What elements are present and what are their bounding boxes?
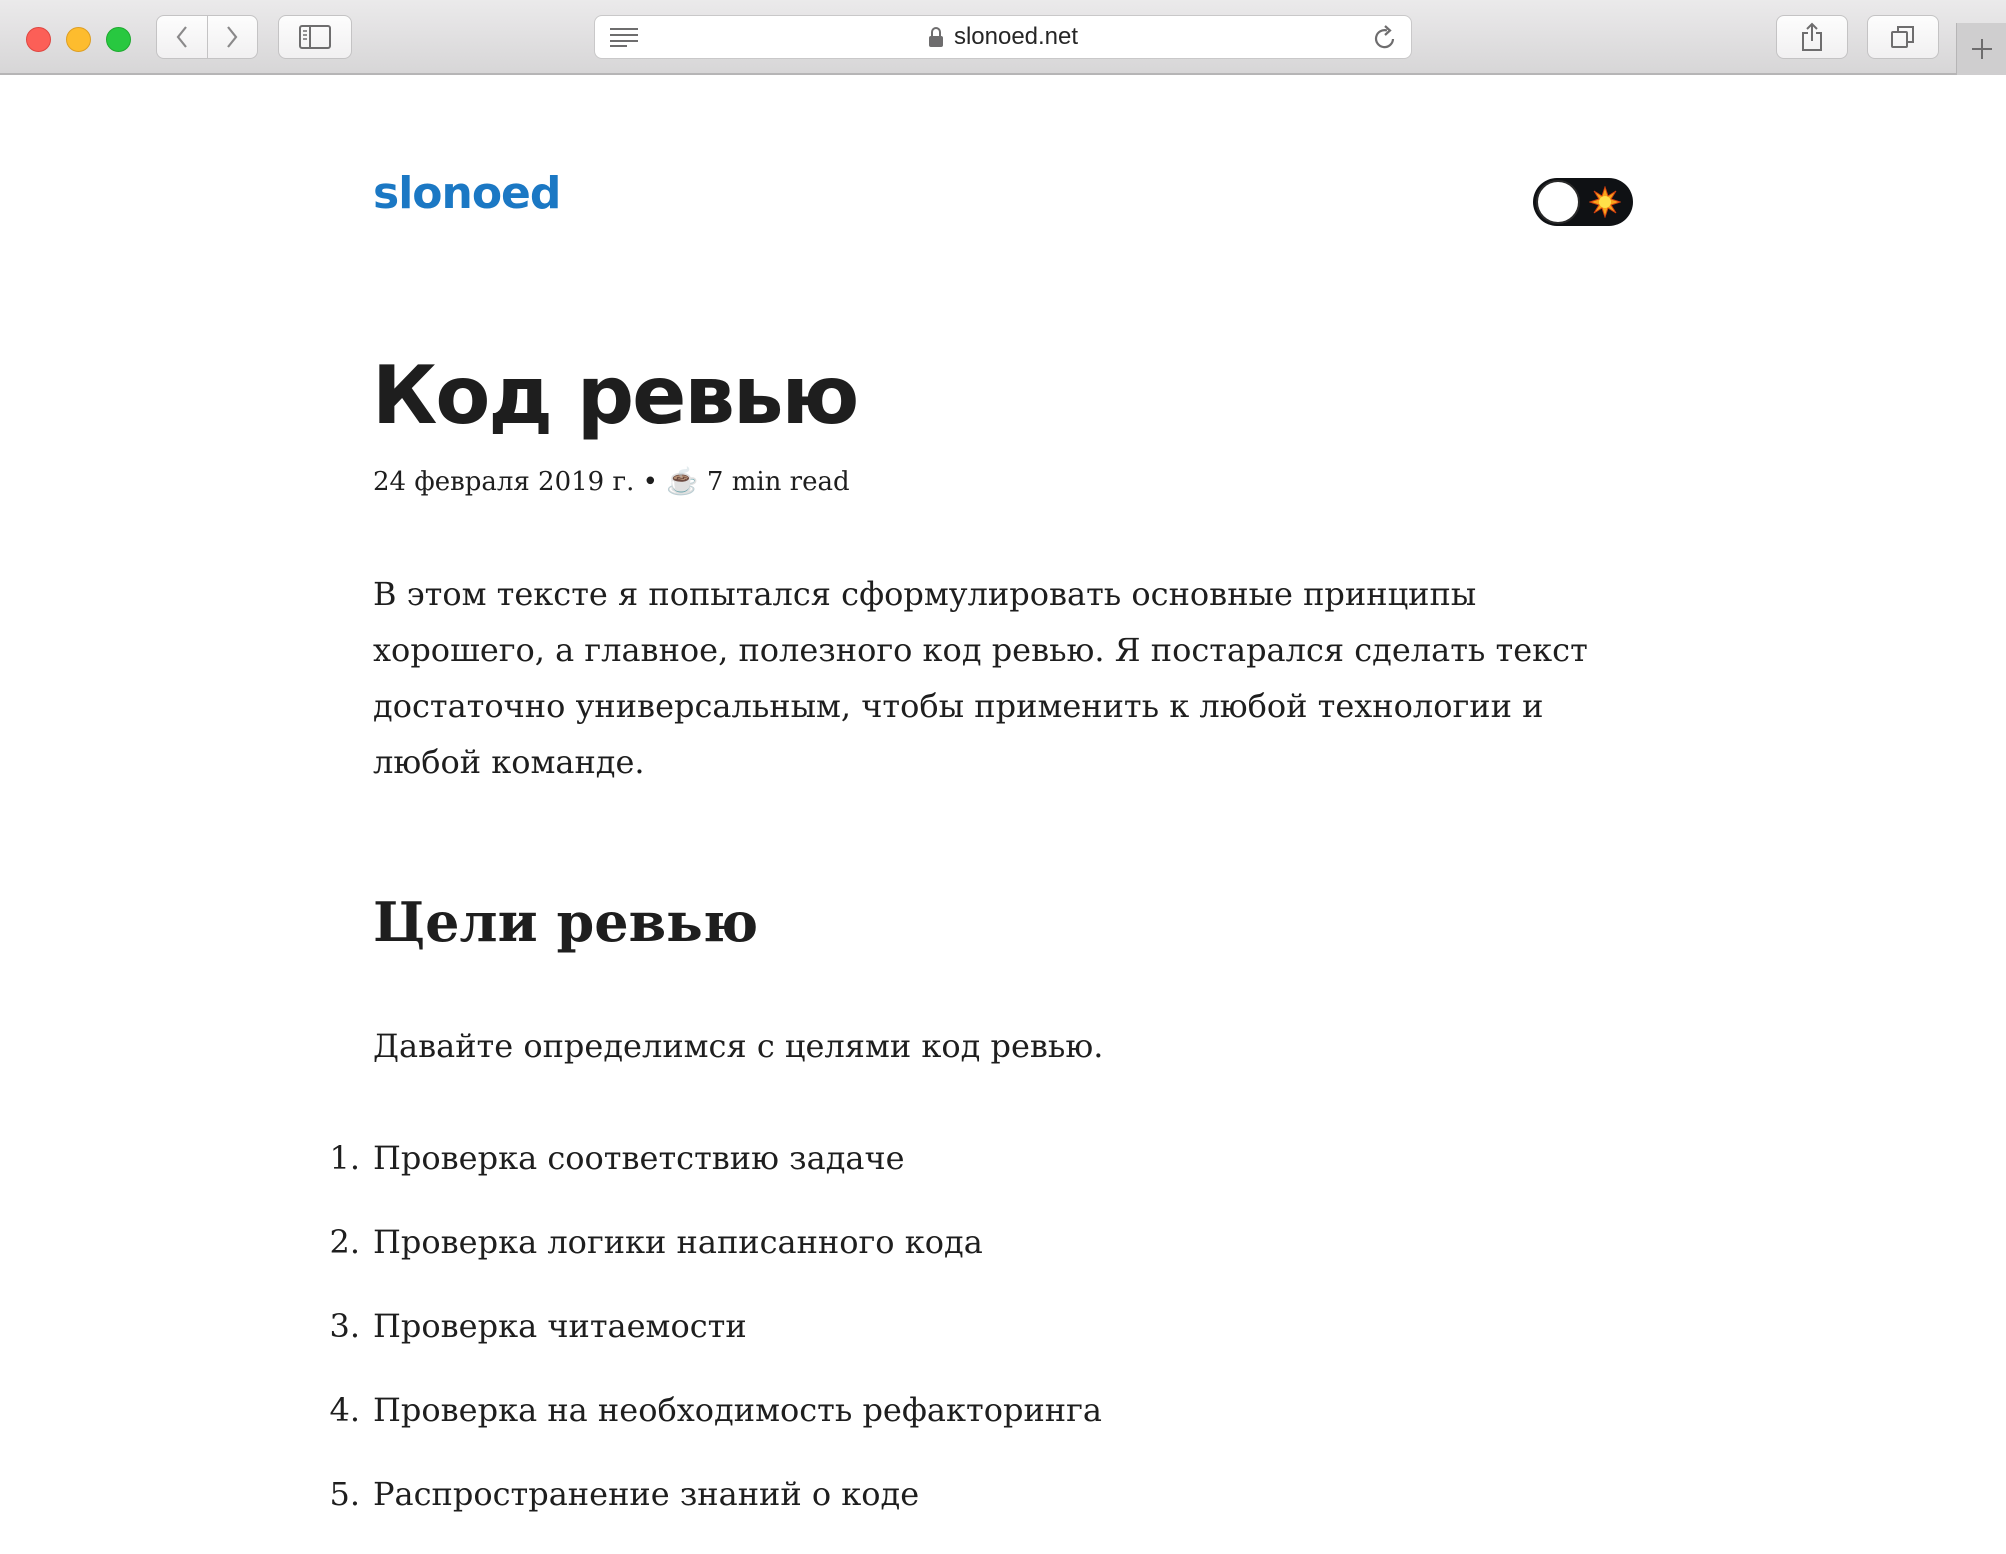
coffee-icon: ☕️ [666, 467, 699, 497]
zoom-window-button[interactable] [106, 27, 131, 52]
toggle-knob [1536, 180, 1580, 224]
sidebar-button[interactable] [278, 15, 352, 59]
close-window-button[interactable] [26, 27, 51, 52]
show-tabs-button[interactable] [1867, 15, 1939, 59]
url-text: slonoed.net [953, 23, 1079, 50]
minimize-window-button[interactable] [66, 27, 91, 52]
lock-icon [928, 26, 944, 48]
list-item-number: 4. [329, 1391, 360, 1429]
share-button[interactable] [1776, 15, 1848, 59]
tabs-icon [1890, 24, 1916, 50]
sun-icon [1589, 186, 1621, 218]
article-title: Код ревью [372, 349, 858, 442]
article-meta [373, 462, 850, 502]
browser-toolbar [0, 0, 2006, 75]
forward-button[interactable] [207, 16, 258, 58]
list-item-text: Проверка логики написанного кода [373, 1223, 983, 1261]
list-item-text: Проверка на необходимость рефакторинга [373, 1391, 1102, 1429]
list-item-text: Проверка читаемости [373, 1307, 747, 1345]
chevron-right-icon [225, 25, 239, 49]
address-bar[interactable] [594, 15, 1412, 59]
navigation-buttons [156, 15, 258, 59]
site-logo-link[interactable]: slonoed [373, 168, 561, 219]
article-date: 24 февраля 2019 г. [373, 467, 635, 497]
list-item-number: 2. [329, 1223, 360, 1261]
read-time: 7 min read [706, 467, 850, 497]
meta-separator: • [642, 467, 658, 497]
chevron-left-icon [175, 25, 189, 49]
reload-icon[interactable] [1373, 25, 1397, 51]
list-item-text: Распространение знаний о коде [373, 1475, 920, 1513]
new-tab-button[interactable] [1956, 23, 2006, 75]
list-item-number: 5. [329, 1475, 360, 1513]
sidebar-icon [299, 25, 331, 49]
list-item-text: Проверка соответствию задаче [373, 1139, 905, 1177]
url-display [595, 16, 1411, 58]
article-intro: В этом тексте я попытался сформулировать основные принципы хорошего, а главное, полезного код ревью. Я постарался сделать текст достаточно универсальным, чтобы применить к любой технологии и любой команде. [373, 575, 1588, 781]
section-intro: Давайте определимся с целями код ревью. [373, 1027, 1104, 1065]
share-icon [1800, 22, 1824, 52]
list-item-number: 1. [329, 1139, 360, 1177]
list-item-number: 3. [329, 1307, 360, 1345]
section-heading: Цели ревью [373, 890, 759, 954]
back-button[interactable] [157, 16, 207, 58]
plus-icon [1970, 37, 1994, 61]
theme-toggle[interactable] [1533, 178, 1633, 226]
